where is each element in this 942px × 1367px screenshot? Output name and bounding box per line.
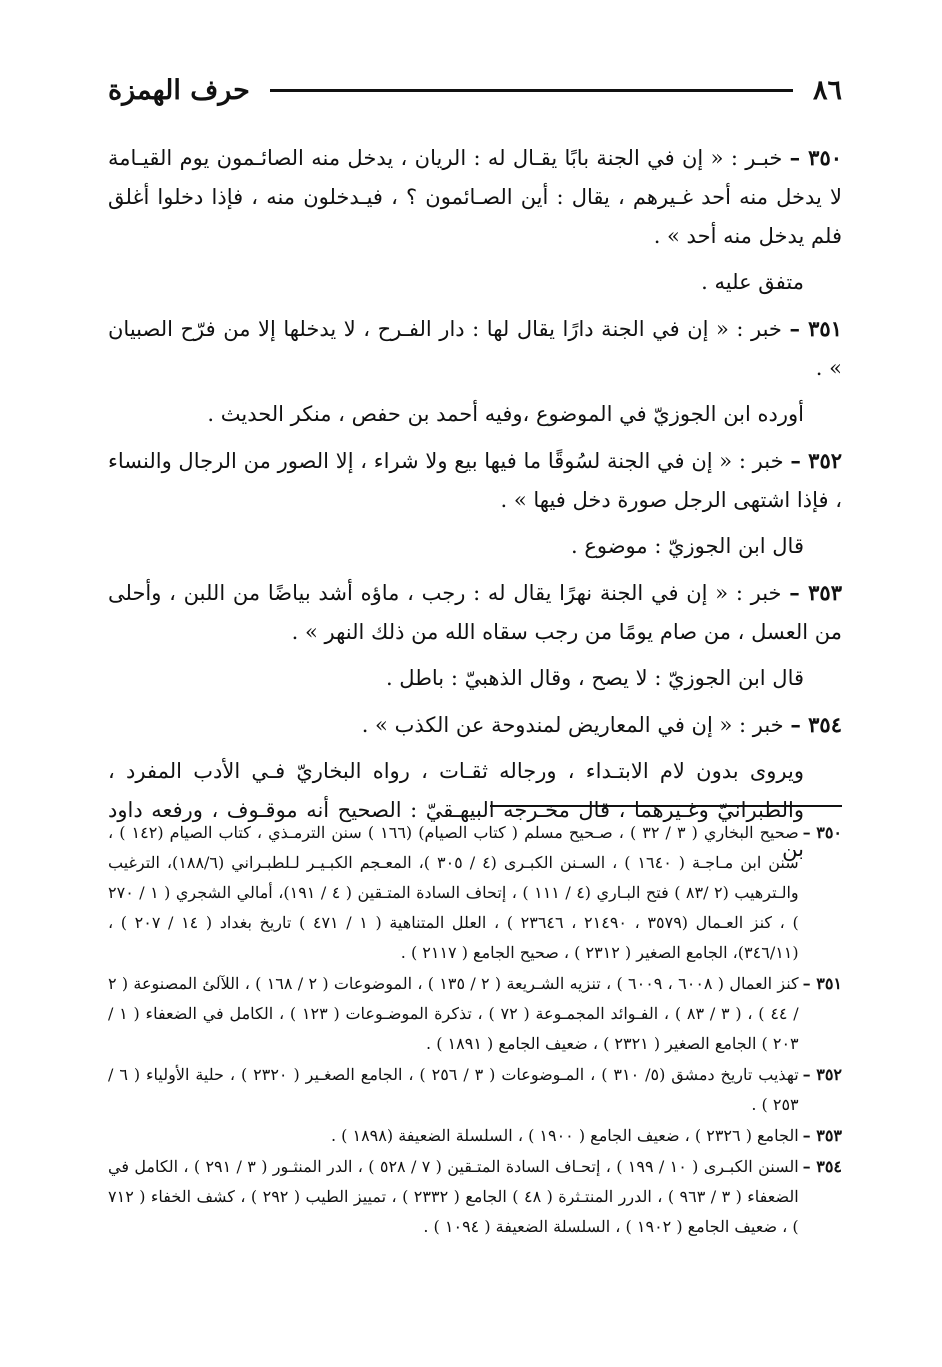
footnotes bbox=[108, 818, 842, 1243]
entry-number: ٣٥١ – bbox=[789, 316, 842, 341]
footnote-353 bbox=[108, 1121, 842, 1151]
entry-350 bbox=[108, 138, 842, 256]
commentary-text: قال ابن الجوزيّ : لا يصح ، وقال الذهبيّ : باطل . bbox=[385, 666, 804, 690]
footnote-351 bbox=[108, 969, 842, 1059]
entry-number: ٣٥٠ – bbox=[789, 145, 843, 170]
footnote-divider bbox=[490, 805, 842, 807]
entry-350-commentary bbox=[108, 263, 842, 302]
footnote-text: تهذيب تاريخ دمشق (٥/ ٣١٠ ) ، المـوضوعات ( ٣ / ٢٥٦ ) ، الجامع الصغـير ( ٢٣٢٠ ) ، حلية الأولياء ( ٦ / ٢٥٣ ) . bbox=[108, 1065, 799, 1114]
chapter-title: حرف الهمزة bbox=[108, 74, 250, 106]
footnote-text: السنن الكبـرى ( ١٠ / ١٩٩ ) ، إتحـاف السادة المتـقين ( ٧ / ٥٢٨ ) ، الدر المنثـور ( ٣ / ٢٩١ ) ، الكامل في الضعفاء ( ٣ / ٩٦٣ ) ، الدرر المنتـثرة ( ٤٨ ) الجامع ( ٢٣٣٢ ) ، تمييز الطيب ( ٢٩٢ ) ، كشف الخفاء ( ٧١٢ ) ، ضعيف الجامع ( ١٩٠٢ ) ، السلسلة الضعيفة ( ١٠٩٤ ) . bbox=[108, 1157, 799, 1236]
entry-text: خبر : « إن في الجنة نهرًا يقال له : رجب ، ماؤه أشد بياضًا من اللبن ، وأحلى من العسل ، من صام يومًا من رجب سقاه الله من ذلك النهر » . bbox=[108, 581, 842, 644]
main-text bbox=[108, 138, 842, 876]
commentary-text: قال ابن الجوزيّ : موضوع . bbox=[570, 534, 804, 558]
entry-text: خبر : « إن في المعاريض لمندوحة عن الكذب » . bbox=[361, 713, 784, 737]
commentary-text: أورده ابن الجوزيّ في الموضوع ،وفيه أحمد بن حفص ، منكر الحديث . bbox=[207, 402, 804, 426]
footnote-text: الجامع ( ٢٣٢٦ ) ، ضعيف الجامع ( ١٩٠٠ ) ، السلسلة الضعيفة (١٨٩٨ ) . bbox=[330, 1126, 799, 1145]
footnote-number: ٣٥٢ – bbox=[802, 1065, 842, 1084]
entry-352-commentary bbox=[108, 527, 842, 566]
footnote-number: ٣٥٤ – bbox=[802, 1157, 842, 1176]
entry-353 bbox=[108, 573, 842, 652]
entry-352 bbox=[108, 441, 842, 520]
footnote-number: ٣٥٠ – bbox=[802, 823, 842, 842]
footnote-350 bbox=[108, 818, 842, 968]
footnote-number: ٣٥٣ – bbox=[802, 1126, 842, 1145]
entry-354 bbox=[108, 705, 842, 745]
entry-text: خبر : « إن في الجنة دارًا يقال لها : دار الفـرح ، لا يدخلها إلا من فرّح الصبيان » . bbox=[108, 317, 842, 380]
page-header bbox=[108, 70, 842, 110]
entry-353-commentary bbox=[108, 659, 842, 698]
commentary-text: متفق عليه . bbox=[701, 270, 804, 294]
entry-number: ٣٥٤ – bbox=[790, 712, 842, 737]
footnote-text: كنز العمال ( ٦٠٠٨ ، ٦٠٠٩ ) ، تنزيه الشـريعة ( ٢ / ١٣٥ ) ، الموضوعات ( ٢ / ١٦٨ ) ، اللآلئ المصنوعة ( ٢ / ٤٤ ) ، ( ٣ / ٨٣ ) ، الفـوائد المجمـوعة ( ٧٢ ) ، تذكرة الموضـوعات ( ١٢٣ ) ، الكامل في الضعفاء ( ١ / ٢٠٣ ) الجامع الصغير ( ٢٣٢١ ) ، ضعيف الجامع ( ١٨٩١ ) . bbox=[108, 974, 799, 1053]
page-number: ٨٦ bbox=[812, 74, 842, 106]
footnote-text: صحيح البخاري ( ٣ / ٣٢ ) ، صـحيح مسلم ( كتاب الصيام) (١٦٦ ) سنن الترمـذي ، كتاب الصيام (١٤٢ ) ، سنن ابن مـاجـة ( ١٦٤٠ ) ، السـنن الكبـرى (٤ / ٣٠٥ )، المعـجم الكبـيـر لـلطبـراني (١٨٨/٦)، الترغيب والـترهيب (٢ /٨٣ ) فتح البـاري (٤ / ١١١ ) ، إتحاف السادة المتـقين ( ٤ / ١٩١)، أمالي الشجري ( ١ / ٢٧٠ ) ، كنز العـمال (٣٥٧٩ ، ٢١٤٩٠ ، ٢٣٦٤٦ ) ، العلل المتناهية ( ١ / ٤٧١ ) تاريخ بغداد ( ١٤ / ٢٠٧ ) ، (٣٤٦/١١)، الجامع الصغير ( ٢٣١٢ ) ، صحيح الجامع ( ٢١١٧ ) . bbox=[108, 823, 799, 962]
header-rule bbox=[270, 89, 793, 92]
footnote-number: ٣٥١ – bbox=[802, 974, 842, 993]
entry-351-commentary bbox=[108, 395, 842, 434]
entry-text: خبر : « إن في الجنة لسُوقًا ما فيها بيع ولا شراء ، إلا الصور من الرجال والنساء ، فإذا اشتهى الرجل صورة دخل فيها » . bbox=[108, 449, 842, 512]
entry-351 bbox=[108, 309, 842, 388]
footnote-354 bbox=[108, 1152, 842, 1242]
entry-number: ٣٥٢ – bbox=[790, 448, 843, 473]
entry-text: خبـر : « إن في الجنة بابًا يقـال له : الريان ، يدخل منه الصائـمون يوم القيـامة لا يدخل منه أحد غـيرهم ، يقال : أين الصـائمون ؟ ، فيـدخلون منه ، فإذا دخلوا أغلق فلم يدخل منه أحد » . bbox=[108, 146, 842, 248]
footnote-352 bbox=[108, 1060, 842, 1120]
entry-number: ٣٥٣ – bbox=[789, 580, 842, 605]
commentary-text: ويروى بدون لام الابتـداء ، ورجاله ثقـات ، رواه البخاريّ فـي الأدب المفرد ، والطبرانيّ وغـيرهما ، قال مخـرجه البيهـقيّ : الصحيح أنه موقـوف ، ورفعه داود بن bbox=[108, 759, 804, 861]
